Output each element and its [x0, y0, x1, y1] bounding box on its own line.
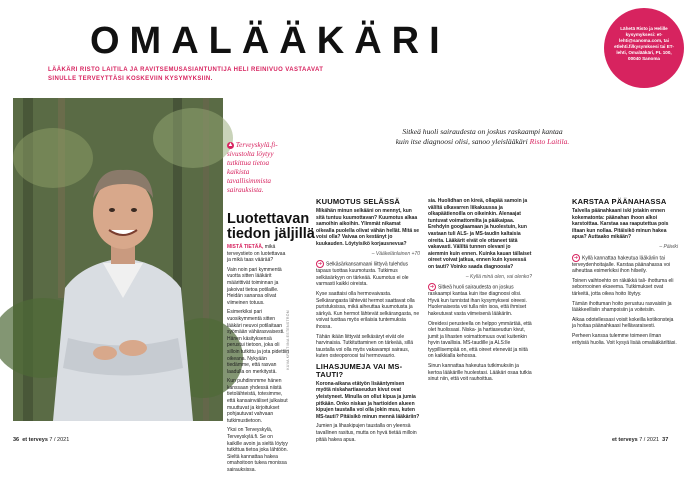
issue-right: 7 / 2021	[639, 437, 660, 443]
article3-answer-1: Sitkeä huoli sairaudesta on joskus raskaampi kantaa kuin itse diagnoosi olisi. Hyvä kun tunnistat ihan kysymyksesi oireesi. Huolenaisesta voi tulla niin isoa, että ihmiset hakeutuvat vasta viimeisenä lääkäriin.	[428, 284, 527, 317]
intro-text: mikä terveystieto on luotettavaa ja mikä taas väärää?	[227, 244, 286, 264]
article4-answer-3: Tämän ihottuman hoito perustuu rasvaisiin ja lääkkeellisiin shampoisiin ja voiteisiin.	[572, 300, 672, 314]
article4-column	[572, 198, 678, 434]
pull-quote-text: Sitkeä huoli sairaudesta on joskus raskaampi kantaa kuin itse diagnoosi olisi, sanoo yleislääkäri	[395, 127, 563, 146]
article2-signature: – Vääkelänlainen +70	[371, 250, 420, 257]
intro-lead: MISTÄ TIETÄÄ,	[227, 244, 264, 250]
doctor-photo	[13, 98, 223, 421]
article3-question: sia. Huolidhan on kireä, ollapää samoin ja väliltä ulkavarren liikakuussa ja olkapäätienoilla on oikeinkin. Alenaajat tuntuvat voimattomilta ja pääkaipaa. Erehdyin googlaamaan ja huolestuin, kun vastaan tuli ALS- ja MS-taudin kaltaisia oireita. Lääkärit eivät ole ottaneet tätä vakavasti. Väliltä tunnen olevani jo aiemmin kuin ennen. Kuinka kauan tällaiset oireet voivat jatkua, ennen kuin kyseessä on tauti? Voinko saada diagnoosia?	[428, 198, 532, 270]
pull-quote-name: Risto Laitila.	[529, 136, 570, 146]
article4-answer-2: Toinen vaihtoehto on räkäkkä tali- ihottuma eli seborrooinen ekseema. Tutkimukset ovat tärkeitä, jotta oikea hoito löytyy.	[572, 277, 674, 297]
answer-arrow-icon: ➜	[317, 261, 323, 268]
answer-arrow-icon: ➜	[573, 254, 579, 261]
article2-question: Mikähän minun selkääni on mennyt, kun sitä tuntuu kuumottavan? Kuumotus alkaa samoihin aikoihin. Ylimmät nikamat oikealla puolella olivat vähän hellät. Mitä se voisi olla? Vaivaa on kestänyt jo kuukauden. Löytyisikö korjausnevua?	[316, 208, 420, 247]
brand-right: et terveys	[612, 437, 638, 443]
article2-heading: KUUMOTUS SELÄSSÄ	[316, 197, 401, 206]
article3-answer-2: Oireidesi perusteella on helppo ymmärtää, että olet huolissasi. Niska- ja hartiaseudun kivut, jumit ja lihasten voimattomuus ovat kuitenkin hyvin tavallisia. MS-taudille ja ALS:lle tyypillisempää on, että oireet etenevät ja niitä on kaikkialla kehossa.	[428, 320, 532, 360]
issue-left: 7 / 2021	[49, 437, 70, 443]
article4-answer-5: Perheen kanssa tulemme toimeen ilman erityisiä huolia. Voit kysyä lisää omalääkäriltäsi.	[572, 332, 677, 346]
article4-answer-1: Kyllä kannattaa hakeutua lääkäriin tai terveydenhoitajalle. Karstaa päänahassa voi aiheuttaa esimerkiksi ihon hilseily.	[572, 254, 671, 275]
article2-answer-4: Jumien ja lihaskipujen taustalla on yleensä tavallinen rasitus, mutta on hyvä tietää milloin pitää hakea apua.	[316, 423, 417, 443]
article4-signature: – Päiviki	[659, 243, 678, 250]
article2-heading-2: LIHASJUMEJA VAI MS-TAUTI?	[316, 361, 403, 379]
photo-caption-text: Terveyskylä.fi-sivustolta löytyy tutkittua tietoa kaikista tavallisimmista sairauksista.	[227, 141, 278, 194]
page-number-right: 37	[662, 437, 669, 443]
footer-right	[612, 437, 668, 443]
article4-question: Talvella päänahkaani iski jotakin ennen kokematonta: päänahan ihoon alkoi karstoittaa. Karstaa saa raaputettua pois iltaan kun nollaa. Pitäisikö minun hakea apua? Auttaako mikään?	[572, 208, 669, 241]
contact-badge	[604, 8, 684, 88]
article2-question-2: Korona-aikana etätyön lisääntymisen myötä niskahartiaseudun kivut ovat yleistyneet. Minulla on ollut kipua ja jumia pitkään. Onko niskan ja hartioiden alueen kipujen taustalla voi olla jokin muu, kuten MS-tauti? Pitäisikö minun mennä lääkäriin?	[316, 380, 420, 420]
pull-quote	[395, 127, 570, 146]
footer-left	[13, 437, 69, 443]
page-number-left: 36	[13, 437, 20, 443]
lead-text: LÄÄKÄRI RISTO LAITILA JA RAVITSEMUSASIANTUNTIJA HELI REINIVUO VASTAAVAT SINULLE TERVEYTTÄSI KOSKEVIIN KYSYMYKSIIN.	[48, 67, 324, 82]
article4-heading: KARSTAA PÄÄNAHASSA	[572, 197, 667, 206]
article4-answer-4: Aikaa odotellessasi voisit kokeilla kotikonsteja ja hoitaa päänahkaasi hellävaraisesti.	[572, 316, 674, 330]
article3-column	[428, 198, 532, 434]
photo-caption	[227, 141, 285, 195]
photo-credit: KUVA KRISTIINA ESTENSTRÖM	[286, 310, 290, 370]
article2-answer-1: Selkäsärkansamaani liittyvä tulehdus tapaus tuottaa kuumotusta. Tutkimus selkäsärkyyn on tärkeää. Kuumotus ei ole varmasti kaikki oireista.	[316, 261, 409, 288]
page-title: OMALÄÄKÄRI	[90, 20, 450, 62]
answer-arrow-icon: ➜	[429, 284, 435, 291]
article-headline: Luotettavan tiedon jäljillä	[227, 211, 315, 242]
caption-marker-icon: ▲	[227, 141, 234, 148]
article3-answer-3: Sinun kannattaa hakeutua tutkimuksiin ja kertoa lääkärille huolestasi. Lääkäri osaa tutkia sinut niin, että voit rauhoittua.	[428, 363, 532, 383]
article2-answer-2: Kyse saattaisi olla hermovaivasta. Selkärangasta lähtevät hermot saattavat olla puristuksissa, mikä aiheuttaa kuumotusta ja särkyä. Kun hermot lähtevät selkärangasta, ne voivat tuottaa myös erilaisia tuntemuksia ihossa.	[316, 290, 420, 330]
article1-p4: Yksi on Terveyskylä, Terveyskylä.fi. Se on kaikille avoin ja sieltä löytyy tutkittua tietoa joka lähtöön. Sieltä kannattaa hakea omahoitoon tukea monissa sairauksissa.	[227, 427, 288, 473]
doctor-photo-illustration	[13, 98, 223, 421]
article1-p3: Kun puhdinnmme hänen kanssaan yhdessä niistä tietolähteistä, totesimme, että kansainväliset julkaisut muuttuvat ja kirjoitukset pohjautuvat vahvaan tutkimustietoon.	[227, 378, 288, 424]
article2-column	[316, 197, 420, 443]
contact-badge-text: Lähetä Risto ja Helille kysymyksesi: et-lehti@sanoma.com, tai etlehti.fi/kysymksesi tai ET-lehti, Omalääkäri, PL 100, 00040 Sanoma	[614, 26, 674, 61]
article1-p2: Esimerkiksi pari vuosikymmentä sitten lääkäri neuvoi potilaitaan syömään vähärasvaisesti. Hänen käsityksensä perustui tietoon, joka oli silloin tutkittu ja jota pidettiin oikeana. Nykyään tiedämme, että rasvan laadulla on merkitystä.	[227, 309, 289, 375]
brand-left: et terveys	[22, 437, 48, 443]
article2-answer-3: Tähän ikään liittyvät selkäsäryt eivät ole harvinaisia. Tutkituttaminen on tärkeää, sillä taustalla voi olla myös vakavampi sairaus, kuten osteoporoosi tai hermovaurio.	[316, 333, 413, 360]
article3-signature: – Kyllä minä olen, vai olenko?	[465, 273, 532, 280]
article1-p1: Vain noin pari kymmentä vuotta sitten lääkärit määrittivät toiminnan ja jakoivat tietoa potilaille. Heidän sanansa olivat viimeinen totuus.	[227, 266, 282, 306]
article1-column	[227, 244, 289, 477]
